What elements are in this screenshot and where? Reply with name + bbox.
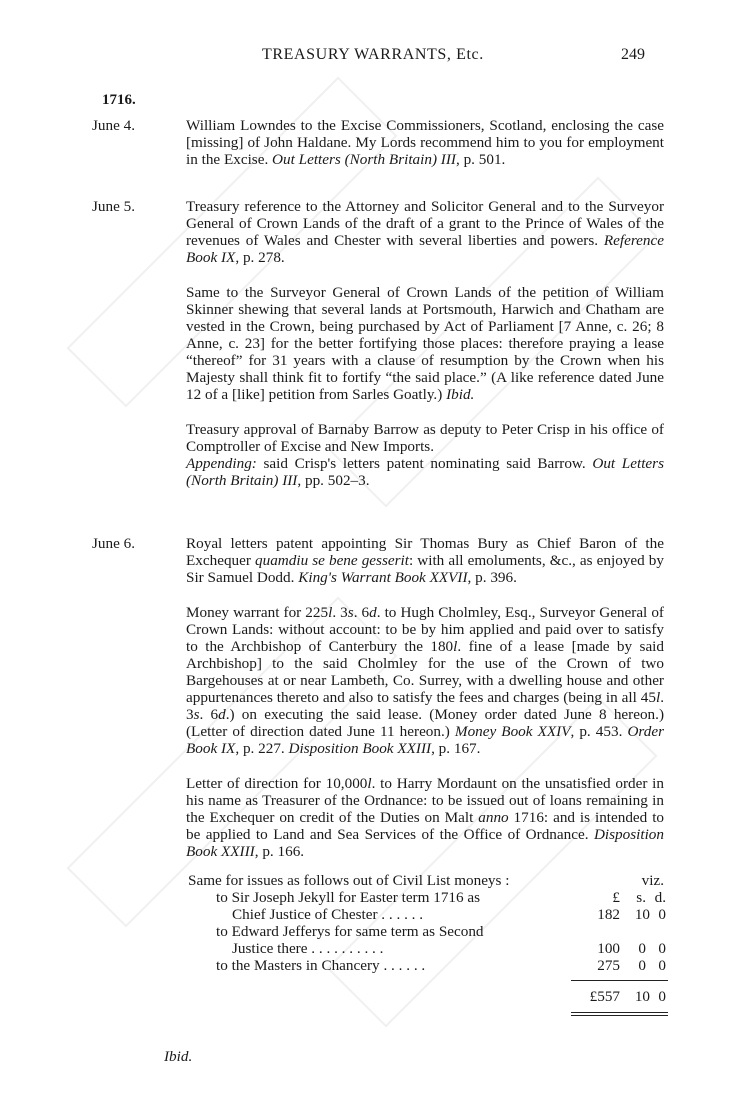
- ledger-row-desc: Chief Justice of Chester . . . . . .: [232, 906, 424, 923]
- ledger-total-shillings: 10: [634, 988, 650, 1005]
- ledger-total-row: [188, 988, 666, 1005]
- entry-paragraph: Money warrant for 225l. 3s. 6d. to Hugh Cholmley, Esq., Surveyor General of Crown Lands: without account: to be by him applied and paid over to satisfy to the Archbishop of Canterbury the 180l. fine of a lease [made by said Archbishop] to the said Cholmley for the use of the Crown of two Bargehouses at or near Lambeth, Co. Surrey, with a dwelling house and other appurtenances thereto and also to satisfy the fees and charges (being in all 45l. 3s. 6d.) on executing the said lease. (Money order dated June 8 hereon.) (Letter of direction dated June 11 hereon.) Money Book XXIV, p. 453. Order Book IX, p. 227. Disposition Book XXIII, p. 167.: [186, 604, 664, 757]
- ledger-shillings: 10: [634, 906, 650, 923]
- ledger-pounds: 275: [597, 957, 620, 974]
- ledger-pounds: 100: [597, 940, 620, 957]
- ledger-col-shillings: s.: [636, 889, 646, 906]
- ledger-col-pounds: £: [612, 889, 620, 906]
- ledger-row: [188, 889, 666, 906]
- year-label: 1716.: [102, 92, 136, 108]
- entry-june-4: [186, 117, 664, 186]
- entry-june-6: [186, 535, 664, 878]
- ledger-pence: 0: [658, 940, 666, 957]
- ledger-pence: 0: [658, 957, 666, 974]
- entry-paragraph: William Lowndes to the Excise Commissioners, Scotland, enclosing the case [missing] of John Haldane. My Lords recommend him to you for employment in the Excise. Out Letters (North Britain) III, p. 501.: [186, 117, 664, 168]
- ledger-double-rule: [571, 1015, 668, 1016]
- running-title: TREASURY WARRANTS, Etc.: [262, 46, 484, 63]
- page-number: 249: [621, 46, 645, 63]
- ledger-total-pounds: £557: [589, 988, 620, 1005]
- ledger-shillings: 0: [638, 957, 646, 974]
- ledger-lead: Same for issues as follows out of Civil List moneys :: [188, 872, 510, 889]
- ledger-row: [188, 923, 666, 940]
- entry-paragraph: Royal letters patent appointing Sir Thomas Bury as Chief Baron of the Exchequer quamdiu se bene gesserit: with all emoluments, &c., as enjoyed by Sir Samuel Dodd. King's Warrant Book XXVII, p. 396.: [186, 535, 664, 586]
- page-header: [0, 42, 754, 66]
- ledger-total-pence: 0: [658, 988, 666, 1005]
- ledger-shillings: 0: [638, 940, 646, 957]
- ledger-row: [188, 906, 666, 923]
- entry-date: June 4.: [92, 117, 136, 134]
- entry-paragraph: Same to the Surveyor General of Crown Lands of the petition of William Skinner shewing that several lands at Portsmouth, Harwich and Chatham are vested in the Crown, being purchased by Act of Parliament [7 Anne, c. 26; 8 Anne, c. 23] for the better fortifying those places: therefore praying a lease “thereof” for 31 years with a clause of resumption by the Crown when his Majesty shall think fit to fortify “the said place.” (A like reference dated June 12 of a [like] petition from Sarles Goatly.) Ibid.: [186, 284, 664, 403]
- ledger-viz: viz.: [641, 872, 664, 889]
- ledger-row: [188, 940, 666, 957]
- footer-reference: Ibid.: [164, 1048, 193, 1065]
- ledger-row-desc: Justice there . . . . . . . . . .: [232, 940, 384, 957]
- ledger-row-desc: to Sir Joseph Jekyll for Easter term 1716 as: [216, 889, 481, 906]
- ledger-col-pence: d.: [654, 889, 666, 906]
- ledger-row: [188, 957, 666, 974]
- ledger-row-desc: to Edward Jefferys for same term as Second: [216, 923, 484, 940]
- entry-date: June 6.: [92, 535, 136, 552]
- entry-paragraph: Letter of direction for 10,000l. to Harry Mordaunt on the unsatisfied order in his name as Treasurer of the Ordnance: to be issued out of loans remaining in the Exchequer on credit of the Duties on Malt anno 1716: and is intended to be applied to Land and Sea Services of the Office of Ordnance. Disposition Book XXIII, p. 166.: [186, 775, 665, 860]
- ledger-pounds: 182: [597, 906, 620, 923]
- entry-june-5: [186, 198, 664, 507]
- entry-date: June 5.: [92, 198, 136, 215]
- entry-paragraph: Treasury reference to the Attorney and Solicitor General and to the Surveyor General of Crown Lands of the draft of a grant to the Prince of Wales of the revenues of Wales and Chester with several liberties and powers. Reference Book IX, p. 278.: [186, 198, 664, 266]
- ledger-row-desc: to the Masters in Chancery . . . . . .: [216, 957, 426, 974]
- entry-paragraph: Treasury approval of Barnaby Barrow as deputy to Peter Crisp in his office of Comptroller of Excise and New Imports. Appending: said Crisp's letters patent nominating said Barrow. Out Letters (North Britain) III, pp. 502–3.: [186, 421, 664, 489]
- ledger-pence: 0: [658, 906, 666, 923]
- ledger-rule: [571, 980, 668, 981]
- ledger-double-rule: [571, 1012, 668, 1013]
